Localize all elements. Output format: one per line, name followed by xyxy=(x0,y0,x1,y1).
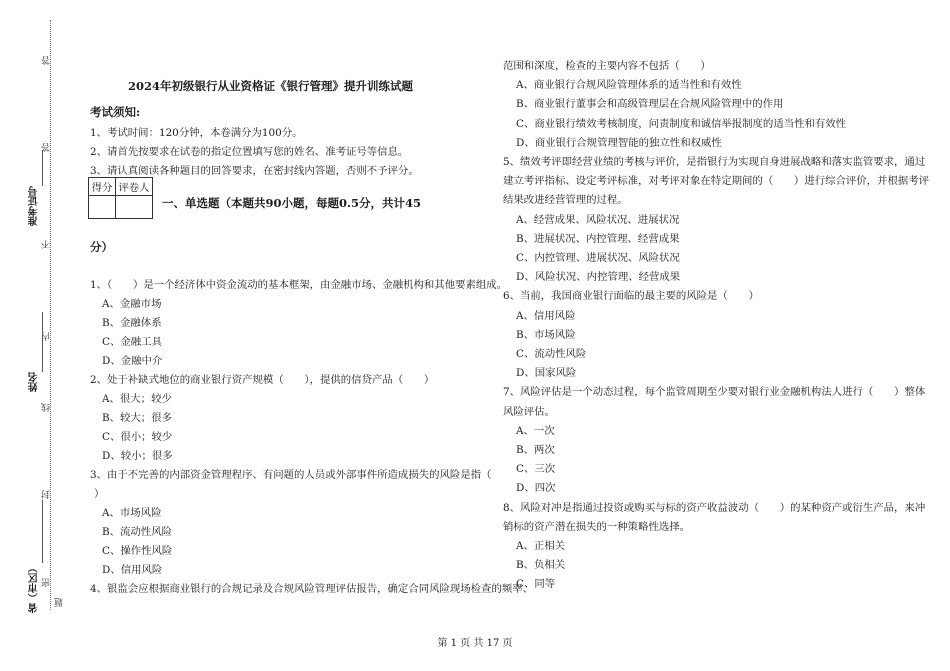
name-field[interactable] xyxy=(42,312,43,372)
question-stem: 风险评估。 xyxy=(503,405,555,418)
question-stem: 范围和深度，检查的主要内容不包括（ ） xyxy=(503,60,711,72)
answer-option[interactable]: B、进展状况、内控管理、经营成果 xyxy=(516,232,680,245)
question-stem: 销标的资产潜在损失的一种策略性选择。 xyxy=(503,520,691,533)
page-footer: 第 1 页 共 17 页 xyxy=(437,638,513,649)
question-stem: 结果改进经营管理的过程。 xyxy=(503,194,628,207)
question-stem: ） xyxy=(94,488,105,500)
score-table xyxy=(88,177,153,219)
question-stem: 2、处于补缺式地位的商业银行资产规模（ ），提供的信贷产品（ ） xyxy=(90,374,435,386)
question-stem: 3、由于不完善的内部资金管理程序、有问题的人员或外部事件所造成损失的风险是指（ xyxy=(90,469,492,481)
answer-option[interactable]: D、较小；很多 xyxy=(102,450,173,462)
notice-heading: 考试须知: xyxy=(90,105,141,119)
seal-mark-6: 封 xyxy=(42,490,52,499)
seal-mark-1: 答 xyxy=(42,56,52,65)
answer-option[interactable]: D、风险状况、内控管理、经营成果 xyxy=(516,271,681,284)
answer-option[interactable]: D、商业银行合规管理智能的独立性和权威性 xyxy=(516,136,722,149)
answer-option[interactable]: A、市场风险 xyxy=(102,507,162,519)
answer-option[interactable]: B、市场风险 xyxy=(516,328,576,341)
question-stem: 4、银监会应根据商业银行的合规记录及合规风险管理评估报告，确定合同风险现场检查的频率、 xyxy=(90,583,534,595)
question-stem: 建立考评指标、设定考评标准，对考评对象在特定期间的（ ）进行综合评价，并根据考评 xyxy=(503,175,930,188)
answer-option[interactable]: A、信用风险 xyxy=(516,309,576,322)
seal-mark-5: 线 xyxy=(42,403,52,412)
name-label: 姓名 xyxy=(29,372,40,392)
seal-mark-2: 答 xyxy=(42,143,52,152)
admission-number-label: 准考证号 xyxy=(29,186,40,226)
answer-option[interactable]: A、正相关 xyxy=(516,540,566,552)
seal-cut-line xyxy=(50,20,51,610)
answer-option[interactable]: C、流动性风险 xyxy=(516,348,587,360)
question-stem: 7、风险评估是一个动态过程，每个监管周期至少要对银行业金融机构法人进行（ ）整体 xyxy=(503,386,926,399)
answer-option[interactable]: B、商业银行董事会和高级管理层在合规风险管理中的作用 xyxy=(516,98,784,111)
seal-mark-7: 密 xyxy=(42,578,52,587)
notice-item: 3、请认真阅读各种题目的回答要求，在密封线内答题，否则不予评分。 xyxy=(90,165,419,177)
answer-option[interactable]: D、信用风险 xyxy=(102,564,163,576)
score-cell[interactable] xyxy=(89,196,116,219)
section-heading: 一、单选题（本题共90小题，每题0.5分，共计45 xyxy=(162,196,422,210)
answer-option[interactable]: A、经营成果、风险状况、进展状况 xyxy=(516,213,680,226)
score-label: 得分 xyxy=(89,178,116,196)
answer-option[interactable]: C、三次 xyxy=(516,463,556,476)
answer-option[interactable]: D、金融中介 xyxy=(102,355,163,367)
question-stem: 8、风险对冲是指通过投资或购买与标的资产收益波动（ ）的某种资产或衍生产品，来冲 xyxy=(503,501,926,514)
answer-option[interactable]: A、商业银行合规风险管理体系的适当性和有效性 xyxy=(516,79,742,92)
answer-option[interactable]: A、一次 xyxy=(516,424,555,437)
answer-option[interactable]: C、内控管理、进展状况、风险状况 xyxy=(516,252,680,264)
question-stem: 1、（ ）是一个经济体中资金流动的基本框架，由金融市场、金融机构和其他要素组成。 xyxy=(90,279,508,291)
answer-option[interactable]: D、四次 xyxy=(516,482,556,495)
question-stem: 5、绩效考评即经营业绩的考核与评价，是指银行为实现自身进展战略和落实监管要求，通过 xyxy=(503,156,926,168)
answer-option[interactable]: B、流动性风险 xyxy=(102,526,172,538)
seal-mark-bottom: 题 xyxy=(55,598,65,607)
answer-option[interactable]: A、金融市场 xyxy=(102,298,162,310)
answer-option[interactable]: B、负相关 xyxy=(516,559,566,572)
answer-option[interactable]: B、较大；很多 xyxy=(102,412,172,424)
seal-mark-4: 内 xyxy=(42,332,52,341)
answer-option[interactable]: C、金融工具 xyxy=(102,336,162,348)
grader-cell[interactable] xyxy=(116,196,153,219)
grader-label: 评卷人 xyxy=(116,178,153,196)
notice-item: 2、请首先按要求在试卷的指定位置填写您的姓名、准考证号等信息。 xyxy=(90,146,409,158)
answer-option[interactable]: C、操作性风险 xyxy=(102,545,173,557)
answer-option[interactable]: B、金融体系 xyxy=(102,317,162,329)
answer-option[interactable]: A、很大；较少 xyxy=(102,393,172,405)
answer-option[interactable]: C、商业银行绩效考核制度，问责制度和诚信举报制度的适当性和有效性 xyxy=(516,117,847,130)
province-label: 省（市区） xyxy=(29,563,40,613)
page-title: 2024年初级银行从业资格证《银行管理》提升训练试题 xyxy=(128,79,414,93)
province-field[interactable] xyxy=(42,500,43,563)
answer-option[interactable]: C、很小；较少 xyxy=(102,431,173,443)
answer-option[interactable]: D、国家风险 xyxy=(516,367,577,380)
question-stem: 6、当前，我国商业银行面临的最主要的风险是（ ） xyxy=(503,290,759,303)
seal-mark-3: 不 xyxy=(42,240,52,249)
section-heading-cont: 分） xyxy=(90,240,113,254)
notice-item: 1、考试时间：120分钟，本卷满分为100分。 xyxy=(90,127,303,139)
answer-option[interactable]: C、同等 xyxy=(516,578,556,591)
answer-option[interactable]: B、两次 xyxy=(516,444,555,456)
admission-number-field[interactable] xyxy=(42,150,43,186)
